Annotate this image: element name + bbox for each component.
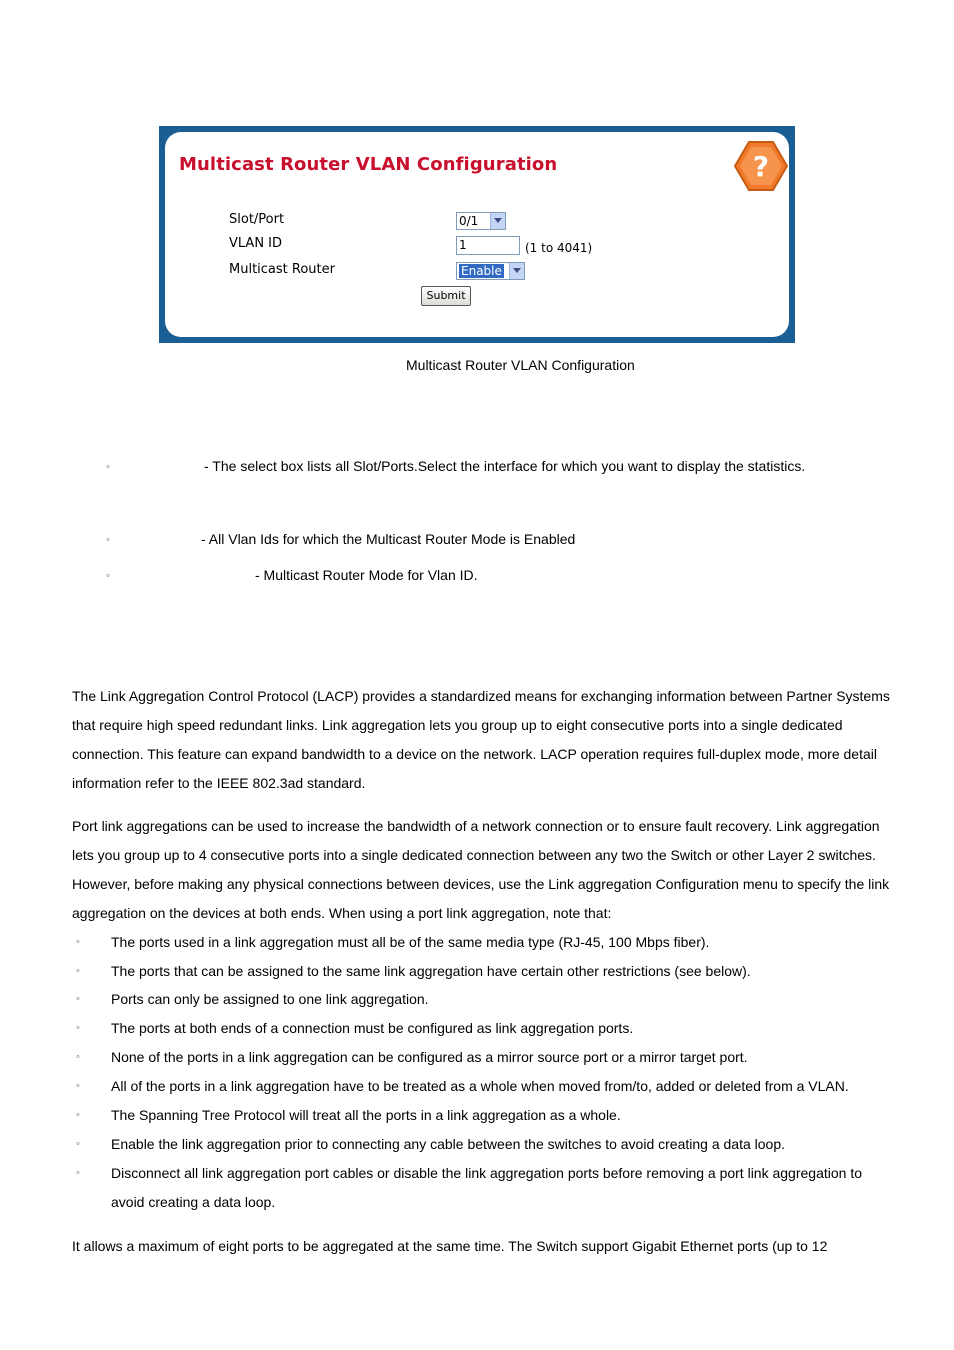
list-bullet: ◦ bbox=[76, 1051, 80, 1063]
list-item-text: Disconnect all link aggregation port cables or disable the link aggregation ports before removing a port link aggregation to avoid creating a data loop. bbox=[111, 1165, 863, 1210]
vlan-id-description: - All Vlan Ids for which the Multicast Router Mode is Enabled bbox=[201, 531, 576, 547]
submit-button[interactable]: Submit bbox=[421, 286, 471, 306]
list-bullet: ◦ bbox=[76, 1080, 80, 1092]
figure-caption: Multicast Router VLAN Configuration bbox=[406, 357, 635, 373]
list-item-text: The ports used in a link aggregation must all be of the same media type (RJ-45, 100 Mbps fiber). bbox=[111, 934, 710, 950]
slot-port-label: Slot/Port bbox=[229, 212, 285, 227]
config-panel-body bbox=[165, 132, 789, 337]
svg-text:?: ? bbox=[752, 150, 770, 183]
list-bullet: ◦ bbox=[106, 461, 110, 473]
vlan-id-input[interactable]: 1 bbox=[456, 236, 520, 255]
vlan-id-range: (1 to 4041) bbox=[525, 241, 593, 255]
list-item-text: Enable the link aggregation prior to connecting any cable between the switches to avoid creating a data loop. bbox=[111, 1136, 785, 1152]
port-link-paragraph: Port link aggregations can be used to increase the bandwidth of a network connection or to ensure fault recovery. Link aggregation lets you group up to 4 consecutive ports into a single dedicated connection between any two the Switch or other Layer 2 switches. However, before making any physical connections between devices, use the Link aggregation Configuration menu to specify the link aggregation on the devices at both ends. When using a port link aggregation, note that: bbox=[72, 818, 890, 921]
list-item-text: Ports can only be assigned to one link aggregation. bbox=[111, 991, 429, 1007]
slot-port-select[interactable] bbox=[456, 212, 506, 230]
list-bullet: ◦ bbox=[76, 1109, 80, 1121]
list-bullet: ◦ bbox=[106, 534, 110, 546]
list-item-text: None of the ports in a link aggregation can be configured as a mirror source port or a mirror target port. bbox=[111, 1049, 748, 1065]
chevron-down-icon bbox=[509, 263, 524, 279]
list-bullet: ◦ bbox=[76, 936, 80, 948]
list-bullet: ◦ bbox=[76, 1138, 80, 1150]
lacp-intro-paragraph: The Link Aggregation Control Protocol (LACP) provides a standardized means for exchanging information between Partner Systems that require high speed redundant links. Link aggregation lets you group up to eight consecutive ports into a single dedicated connection. This feature can expand bandwidth to a device on the network. LACP operation requires full-duplex mode, more detail information refer to the IEEE 802.3ad standard. bbox=[72, 688, 890, 791]
list-bullet: ◦ bbox=[76, 965, 80, 977]
multicast-router-description: - Multicast Router Mode for Vlan ID. bbox=[255, 567, 478, 583]
list-bullet: ◦ bbox=[76, 1167, 80, 1179]
list-bullet: ◦ bbox=[76, 993, 80, 1005]
config-panel bbox=[159, 126, 795, 343]
help-icon[interactable] bbox=[733, 138, 789, 194]
vlan-id-label: VLAN ID bbox=[229, 236, 283, 251]
chevron-down-icon bbox=[490, 213, 505, 229]
list-bullet: ◦ bbox=[76, 1022, 80, 1034]
list-bullet: ◦ bbox=[106, 570, 110, 582]
list-item-text: The ports at both ends of a connection must be configured as link aggregation ports. bbox=[111, 1020, 634, 1036]
list-item-text: All of the ports in a link aggregation have to be treated as a whole when moved from/to, added or deleted from a VLAN. bbox=[111, 1078, 849, 1094]
multicast-router-select[interactable] bbox=[456, 262, 525, 280]
final-paragraph: It allows a maximum of eight ports to be aggregated at the same time. The Switch support Gigabit Ethernet ports (up to 12 bbox=[72, 1238, 828, 1254]
list-item-text: The ports that can be assigned to the same link aggregation have certain other restrictions (see below). bbox=[111, 963, 751, 979]
slot-port-value: 0/1 bbox=[459, 214, 479, 228]
slot-port-description: - The select box lists all Slot/Ports.Select the interface for which you want to display the statistics. bbox=[204, 458, 806, 474]
list-item-text: The Spanning Tree Protocol will treat all the ports in a link aggregation as a whole. bbox=[111, 1107, 621, 1123]
multicast-router-value: Enable bbox=[461, 264, 502, 278]
multicast-router-label: Multicast Router bbox=[229, 262, 335, 277]
panel-title: Multicast Router VLAN Configuration bbox=[179, 154, 558, 175]
